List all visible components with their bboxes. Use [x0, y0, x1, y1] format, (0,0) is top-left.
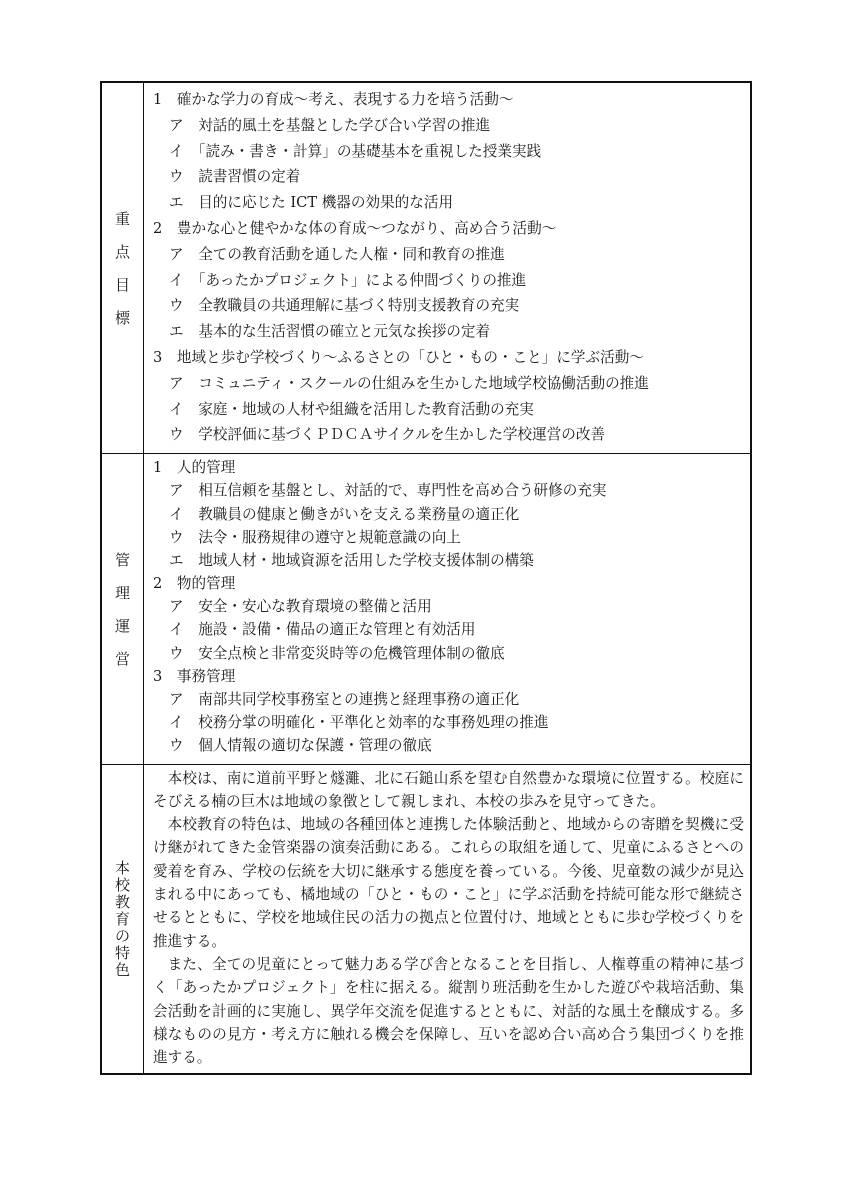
management-item: イ 施設・設備・備品の適正な管理と有効活用: [169, 621, 476, 639]
management-heading: 1 人的管理: [153, 459, 236, 477]
label-char: 本: [114, 858, 130, 877]
label-char: 育: [114, 909, 130, 928]
goal-item: エ 基本的な生活習慣の確立と元気な挨拶の定着: [169, 323, 491, 341]
label-char: の: [114, 926, 130, 945]
management-item: ア 相互信頼を基盤とし、対話的で、専門性を高め合う研修の充実: [169, 482, 607, 500]
management-item: イ 校務分掌の明確化・平準化と効率的な事務処理の推進: [169, 714, 549, 732]
management-item: ウ 法令・服務規律の遵守と規範意識の向上: [169, 528, 461, 546]
paragraph: また、全ての児童にとって魅力ある学び舎となることを目指し、人権尊重の精神に基づく「あったかプロジェクト」を柱に据える。縦割り班活動を生かした遊びや栽培活動、集会活動を計画的に実施し、異学年交流を促進するとともに、対話的な風土を醸成する。多様なものの見方・考え方に触れる機会を保障し、互いを認め合い高め合う集団づくりを推進する。: [153, 955, 744, 1067]
label-char: 管: [114, 550, 130, 569]
label-char: 営: [114, 649, 130, 668]
section-label: [102, 83, 144, 453]
goal-item: ア コミュニティ・スクールの仕組みを生かした地域学校協働活動の推進: [169, 374, 649, 392]
section-management: [102, 453, 750, 763]
vertical-label: [115, 208, 130, 328]
section-content: [144, 765, 750, 1074]
label-char: 点: [114, 243, 130, 262]
paragraph: 本校は、南に道前平野と燧灘、北に石鎚山系を望む自然豊かな環境に位置する。校庭にそびえる楠の巨木は地域の象徴として親しまれ、本校の歩みを見守ってきた。: [153, 769, 744, 810]
goal-heading: 1 確かな学力の育成〜考え、表現する力を培う活動〜: [153, 91, 514, 108]
goal-item: イ 「あったかプロジェクト」による仲間づくりの推進: [169, 271, 527, 289]
label-char: 教: [114, 892, 130, 911]
management-item: ウ 個人情報の適切な保護・管理の徹底: [169, 737, 432, 755]
label-char: 理: [114, 583, 130, 602]
label-char: 特: [114, 943, 130, 962]
management-item: エ 地域人材・地域資源を活用した学校支援体制の構築: [169, 551, 534, 569]
management-item: ウ 安全点検と非常変災時等の危機管理体制の徹底: [169, 644, 505, 662]
paragraph: 本校教育の特色は、地域の各種団体と連携した体験活動と、地域からの寄贈を契機に受け継がれてきた金管楽器の演奏活動にある。これらの取組を通して、児童にふるさとへの愛着を育み、学校の伝統を大切に継承する態度を養っている。今後、児童数の減少が見込まれる中にあっても、橘地域の「ひと・もの・こと」に学ぶ活動を持続可能な形で継続させるとともに、学校を地域住民の活力の拠点と位置付け、地域とともに歩む学校づくりを推進する。: [153, 816, 744, 950]
management-item: イ 教職員の健康と働きがいを支える業務量の適正化: [169, 505, 520, 523]
goal-heading: 2 豊かな心と健やかな体の育成〜つながり、高め合う活動〜: [153, 219, 557, 237]
vertical-label: [115, 549, 130, 669]
label-char: 色: [114, 960, 130, 979]
label-char: 運: [114, 616, 130, 635]
goal-item: イ 「読み・書き・計算」の基礎基本を重視した授業実践: [169, 142, 542, 160]
management-heading: 3 事務管理: [153, 667, 236, 685]
section-content: [144, 454, 750, 763]
goal-item: ウ 学校評価に基づくＰＤＣＡサイクルを生かした学校運営の改善: [169, 426, 606, 444]
goal-item: エ 目的に応じた ICT 機器の効果的な活用: [169, 194, 454, 212]
vertical-label: [115, 860, 130, 979]
goal-item: ア 対話的風土を基盤とした学び合い学習の推進: [169, 116, 491, 134]
label-char: 目: [114, 276, 130, 295]
section-content: [144, 83, 750, 453]
goal-item: ア 全ての教育活動を通した人権・同和教育の推進: [169, 245, 505, 263]
section-label: [102, 454, 144, 763]
goal-item: イ 家庭・地域の人材や組織を活用した教育活動の充実: [169, 400, 534, 418]
section-priority-goals: [102, 83, 750, 453]
school-plan-table: [100, 81, 752, 1075]
management-heading: 2 物的管理: [153, 575, 236, 593]
goal-heading: 3 地域と歩む学校づくり〜ふるさとの「ひと・もの・こと」に学ぶ活動〜: [153, 348, 644, 366]
goal-item: ウ 読書習慣の定着: [169, 168, 301, 186]
section-school-characteristics: [102, 764, 750, 1074]
label-char: 標: [114, 309, 130, 328]
management-item: ア 安全・安心な教育環境の整備と活用: [169, 598, 432, 616]
management-item: ア 南部共同学校事務室との連携と経理事務の適正化: [169, 691, 520, 709]
label-char: 重: [114, 210, 130, 229]
label-char: 校: [114, 875, 130, 894]
section-label: [102, 765, 144, 1074]
goal-item: ウ 全教職員の共通理解に基づく特別支援教育の充実: [169, 297, 520, 315]
